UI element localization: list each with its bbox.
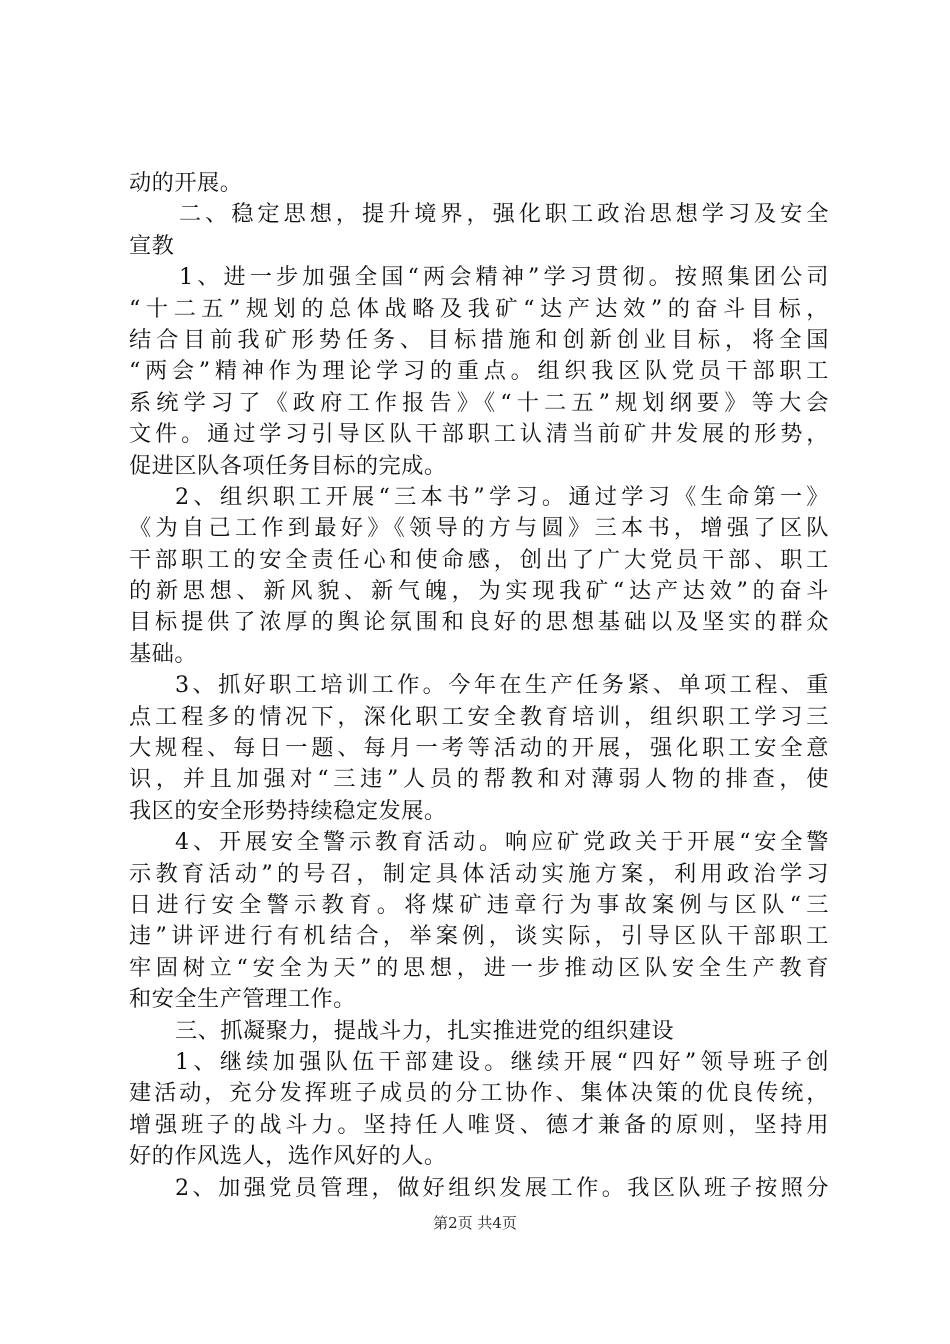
text-line: 《为自己工作到最好》《领导的方与圆》三本书，增强了区队 xyxy=(129,515,829,542)
text-line: 我区的安全形势持续稳定发展。 xyxy=(129,797,447,824)
text-line: 建活动，充分发挥班子成员的分工协作、集体决策的优良传统， xyxy=(129,1080,829,1107)
text-line: 和安全生产管理工作。 xyxy=(129,986,356,1013)
text-line: 宣教 xyxy=(129,232,175,259)
text-line: 干部职工的安全责任心和使命感，创出了广大党员干部、职工 xyxy=(129,546,829,573)
text-line: 二、稳定思想，提升境界，强化职工政治思想学习及安全 xyxy=(179,201,829,228)
text-line: 2、组织职工开展“三本书”学习。通过学习《生命第一》 xyxy=(175,483,829,510)
text-line: 牢固树立“安全为天”的思想，进一步推动区队安全生产教育 xyxy=(129,954,829,981)
text-line: 1、继续加强队伍干部建设。继续开展“四好”领导班子创 xyxy=(175,1048,829,1075)
text-line: 好的作风选人，选作风好的人。 xyxy=(129,1143,447,1170)
text-line: 4、开展安全警示教育活动。响应矿党政关于开展“安全警 xyxy=(175,829,829,856)
document-body xyxy=(129,168,829,1204)
text-line: 目标提供了浓厚的舆论氛围和良好的思想基础以及坚实的群众 xyxy=(129,609,829,636)
text-line: 三、抓凝聚力，提战斗力，扎实推进党的组织建设 xyxy=(175,1017,675,1044)
text-line: 识，并且加强对“三违”人员的帮教和对薄弱人物的排查，使 xyxy=(129,766,829,793)
text-line: 系统学习了《政府工作报告》《“十二五”规划纲要》等大会 xyxy=(129,389,829,416)
page-number-footer: 第2页 共4页 xyxy=(433,1214,517,1232)
text-line: 违”讲评进行有机结合，举案例，谈实际，引导区队干部职工 xyxy=(129,923,829,950)
text-line: “十二五”规划的总体战略及我矿“达产达效”的奋斗目标， xyxy=(129,295,829,322)
text-line: 促进区队各项任务目标的完成。 xyxy=(129,452,447,479)
text-line: 结合目前我矿形势任务、目标措施和创新创业目标，将全国 xyxy=(129,326,829,353)
text-line: 大规程、每日一题、每月一考等活动的开展，强化职工安全意 xyxy=(129,735,829,762)
text-line: 基础。 xyxy=(129,640,198,667)
text-line: 示教育活动”的号召，制定具体活动实施方案，利用政治学习 xyxy=(129,860,829,887)
text-line: 日进行安全警示教育。将煤矿违章行为事故案例与区队“三 xyxy=(129,891,829,918)
text-line: 文件。通过学习引导区队干部职工认清当前矿井发展的形势， xyxy=(129,421,829,448)
text-line: 点工程多的情况下，深化职工安全教育培训，组织职工学习三 xyxy=(129,703,829,730)
text-line: 1、进一步加强全国“两会精神”学习贯彻。按照集团公司 xyxy=(179,264,829,291)
text-line: “两会”精神作为理论学习的重点。组织我区队党员干部职工 xyxy=(129,358,829,385)
text-line: 2、加强党员管理，做好组织发展工作。我区队班子按照分 xyxy=(175,1174,829,1201)
text-line: 增强班子的战斗力。坚持任人唯贤、德才兼备的原则，坚持用 xyxy=(129,1111,829,1138)
text-line: 3、抓好职工培训工作。今年在生产任务紧、单项工程、重 xyxy=(175,672,829,699)
text-line: 动的开展。 xyxy=(129,170,243,196)
text-line: 的新思想、新风貌、新气魄，为实现我矿“达产达效”的奋斗 xyxy=(129,578,829,605)
